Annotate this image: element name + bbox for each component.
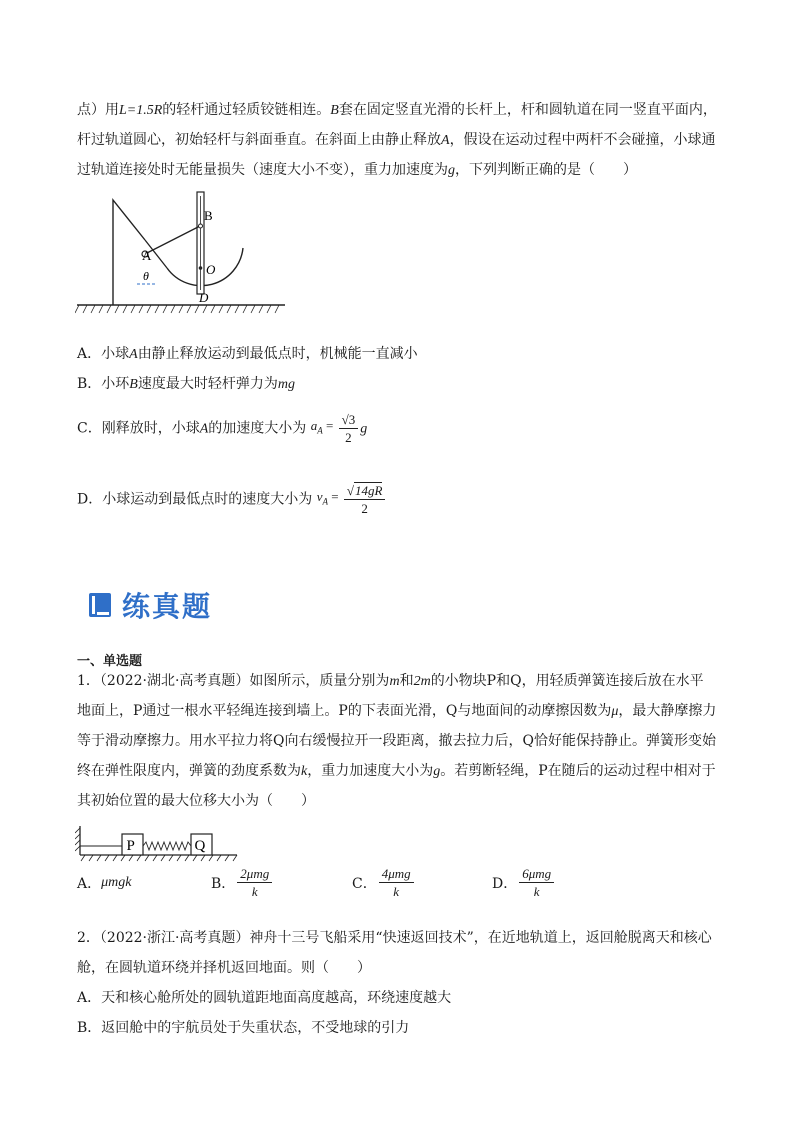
question-text-line xyxy=(77,160,637,181)
var: m xyxy=(389,674,400,689)
lhs: a xyxy=(310,418,318,434)
q1-option-c[interactable] xyxy=(352,866,416,899)
sub: A xyxy=(317,425,323,436)
option-d[interactable] xyxy=(77,483,387,516)
text: 地面上，P通过一根水平轻绳连接到墙上。P的下表面光滑，Q与地面间的动摩擦因数为 xyxy=(77,703,612,719)
incline-track-figure xyxy=(75,190,295,320)
expr: mg xyxy=(277,377,295,392)
text: 1．（2022·湖北·高考真题）如图所示，质量分别为 xyxy=(77,673,390,689)
denominator: k xyxy=(393,884,400,899)
heading-single-choice: 一、单选题 xyxy=(77,654,143,669)
option-label: B． xyxy=(211,875,236,892)
incline-outline xyxy=(113,200,145,305)
var: L=1.5R xyxy=(119,103,163,118)
text: 。若剪断轻绳，P在随后的运动过程中相对于 xyxy=(440,763,716,779)
text: 和 xyxy=(399,673,414,689)
question-text-line xyxy=(77,130,716,151)
option-label: D． xyxy=(492,875,518,892)
q1-line xyxy=(77,671,704,692)
floor-hatch xyxy=(81,855,237,861)
q1-line xyxy=(77,791,315,811)
label-theta: θ xyxy=(143,269,149,283)
text: D．小球运动到最低点时的速度大小为 xyxy=(77,491,313,508)
numerator: √3 xyxy=(339,412,359,429)
radicand: 14gR xyxy=(354,483,383,498)
ground-hatch xyxy=(75,305,279,313)
denominator: 2 xyxy=(361,501,368,516)
text: A．小球 xyxy=(77,346,130,362)
text: 过轨道连接处时无能量损失（速度大小不变），重力加速度为 xyxy=(77,162,448,178)
lhs: v xyxy=(316,489,323,505)
q1-line xyxy=(77,731,716,751)
center-o xyxy=(199,266,203,270)
var: g xyxy=(448,163,455,178)
denominator: k xyxy=(533,884,540,899)
var: A xyxy=(199,421,209,437)
var: B xyxy=(330,103,339,118)
text: ，下列判断正确的是（ ） xyxy=(455,162,637,178)
text: 速度最大时轻杆弹力为 xyxy=(137,376,278,392)
numerator: 6μmg xyxy=(519,866,554,883)
spring-figure xyxy=(75,822,245,864)
text: ，假设在运动过程中两杆不会碰撞，小球通 xyxy=(449,132,716,148)
option-b[interactable] xyxy=(77,374,295,395)
option-expr: μmgk xyxy=(101,875,132,890)
q2-line: 舱，在圆轨道环绕并择机返回地面。则（ ） xyxy=(77,960,371,976)
text: ，重力加速度大小为 xyxy=(307,763,434,779)
text: 杆过轨道圆心，初始轻杆与斜面垂直。在斜面上由静止释放 xyxy=(77,132,441,148)
fraction xyxy=(344,483,386,516)
text: 套在固定竖直光滑的长杆上，杆和圆轨道在同一竖直平面内， xyxy=(338,102,717,118)
label-b: B xyxy=(204,208,213,223)
option-c[interactable] xyxy=(77,412,367,445)
light-rod xyxy=(145,226,200,254)
label-o: O xyxy=(206,262,216,277)
text: 等于滑动摩擦力。用水平拉力将Q向右缓慢拉开一段距离，撤去拉力后，Q恰好能保持静止。弹簧形变始 xyxy=(77,733,716,749)
numerator: 2μmg xyxy=(237,866,272,883)
denominator: 2 xyxy=(345,430,352,445)
text: 终在弹性限度内，弹簧的劲度系数为 xyxy=(77,763,301,779)
var: k xyxy=(301,764,308,779)
book-icon xyxy=(88,592,112,618)
text: C．刚释放时，小球 xyxy=(77,420,200,437)
tail: g xyxy=(360,421,368,437)
wall-hatch xyxy=(75,828,80,851)
var: B xyxy=(129,377,138,392)
hinge-b xyxy=(199,224,203,228)
q1-option-b[interactable] xyxy=(211,866,274,899)
denominator: k xyxy=(251,884,258,899)
text: B．小环 xyxy=(77,376,130,392)
numerator: √14gR xyxy=(344,483,386,500)
fraction xyxy=(339,412,359,445)
q1-option-d[interactable] xyxy=(492,866,556,899)
section-header xyxy=(88,585,212,625)
label-p: P xyxy=(126,838,135,854)
section-title: 练真题 xyxy=(122,590,213,623)
option-label: A． xyxy=(77,876,102,892)
q1-line xyxy=(77,761,716,782)
fraction xyxy=(379,866,414,899)
q1-option-a[interactable] xyxy=(77,873,131,893)
fraction xyxy=(237,866,272,899)
var: g xyxy=(433,764,441,779)
label-d: D xyxy=(199,290,209,305)
q2-option-a[interactable]: A．天和核心舱所处的圆轨道距地面高度越高，环绕速度越大 xyxy=(77,990,452,1006)
var: A xyxy=(441,133,450,148)
var: μ xyxy=(611,704,619,719)
var: A xyxy=(129,347,138,362)
numerator: 4μmg xyxy=(379,866,414,883)
label-a: A xyxy=(142,248,152,263)
text: 由静止释放运动到最低点时，机械能一直减小 xyxy=(137,346,418,362)
circular-track xyxy=(167,248,243,286)
text: 的小物块P和Q，用轻质弹簧连接后放在水平 xyxy=(430,673,704,689)
q2-option-b[interactable]: B．返回舱中的宇航员处于失重状态，不受地球的引力 xyxy=(77,1020,410,1036)
var: 2m xyxy=(413,674,431,689)
spring xyxy=(143,842,191,850)
text: 的轻杆通过轻质铰链相连。 xyxy=(162,102,331,118)
q2-line: 2．（2022·浙江·高考真题）神舟十三号飞船采用“快速返回技术”，在近地轨道上，返回舱脱离天和核心 xyxy=(77,930,712,946)
formula-c: $a_A$ = xyxy=(310,418,337,436)
option-label: C． xyxy=(352,875,377,892)
text: 其初始位置的最大位移大小为（ ） xyxy=(77,793,315,809)
fraction xyxy=(519,866,554,899)
text: ，最大静摩擦力 xyxy=(618,703,717,719)
formula-d: $v_A$ = xyxy=(316,489,342,507)
text: 的加速度大小为 xyxy=(208,420,307,437)
option-a[interactable] xyxy=(77,344,418,365)
text: 点）用 xyxy=(77,102,119,118)
sub: A xyxy=(322,496,328,507)
q1-line xyxy=(77,701,716,722)
label-q: Q xyxy=(194,838,206,854)
question-text-line xyxy=(77,100,717,121)
